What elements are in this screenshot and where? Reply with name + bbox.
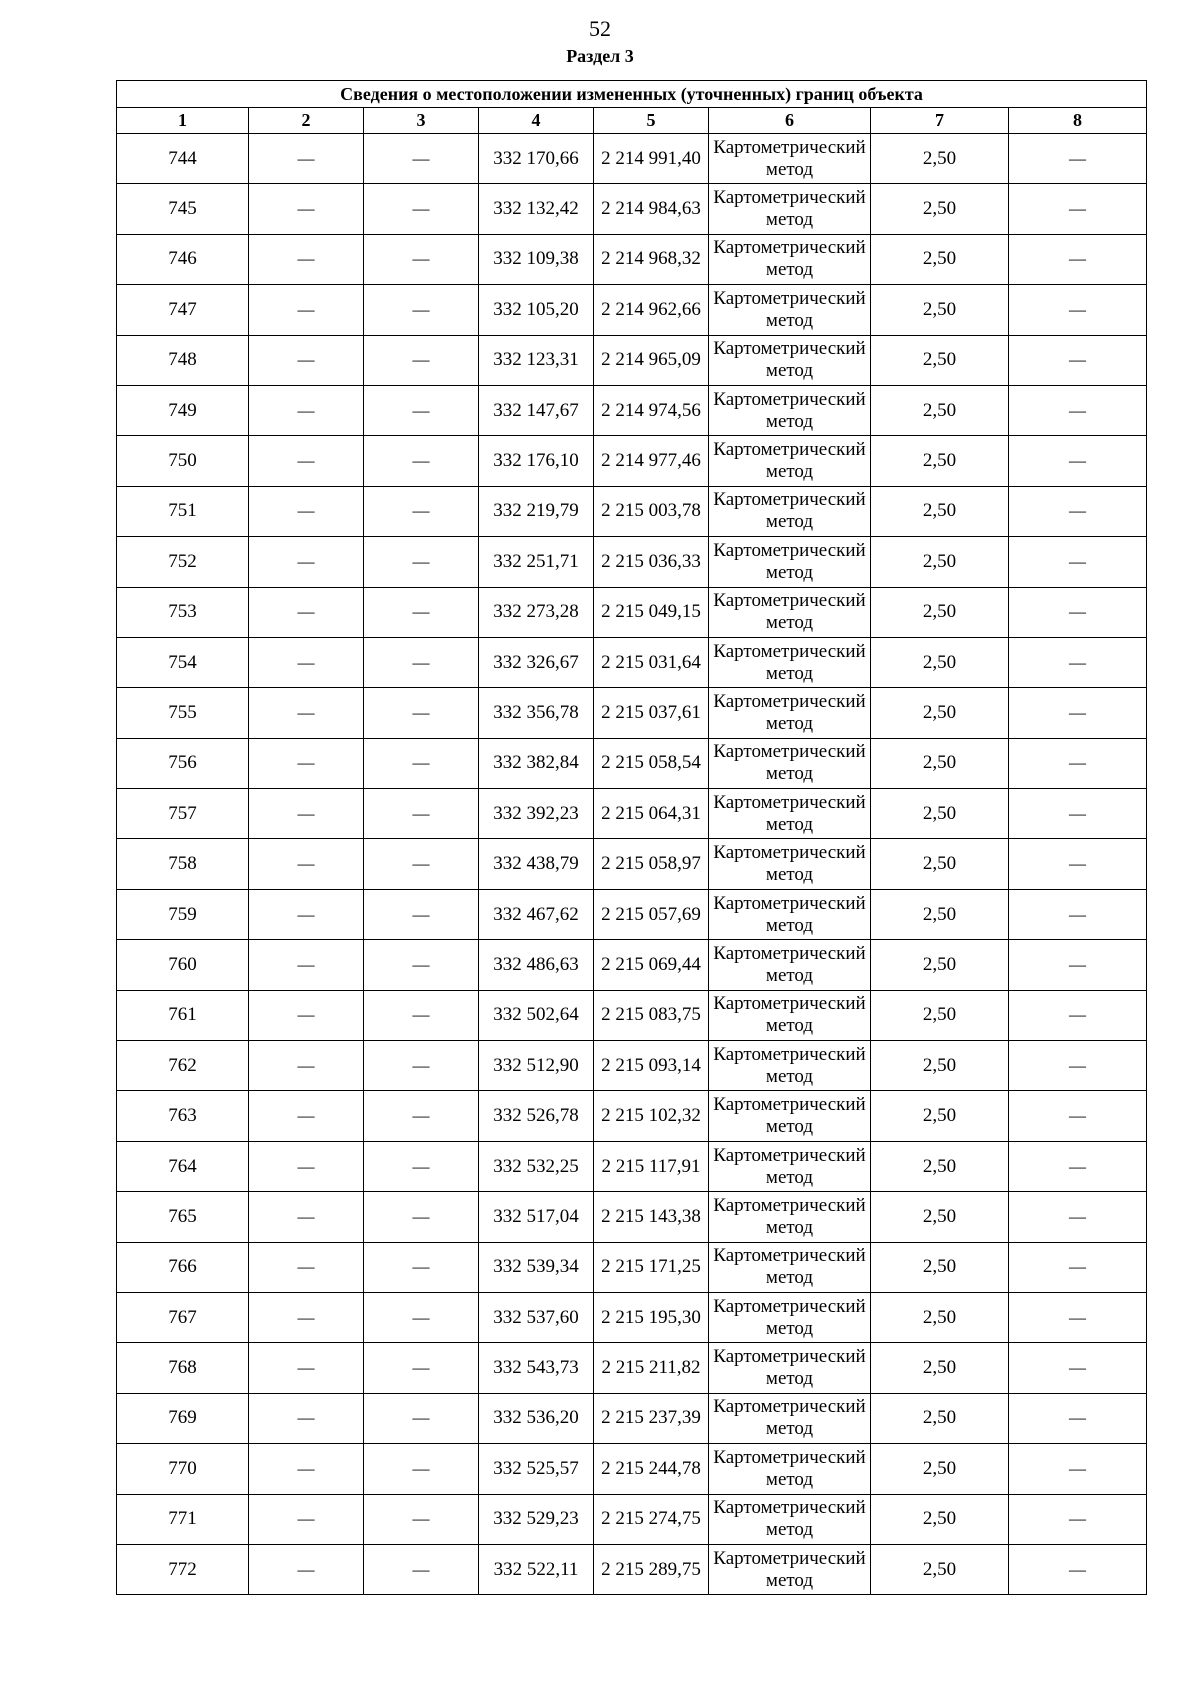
- accuracy-cell: 2,50: [871, 134, 1009, 184]
- y-coordinate-cell: 2 215 117,91: [594, 1141, 709, 1191]
- point-number-cell: 755: [117, 688, 249, 738]
- table-row: [117, 1494, 1147, 1544]
- accuracy-cell: 2,50: [871, 1444, 1009, 1494]
- point-number-cell: 753: [117, 587, 249, 637]
- column-number-5: 5: [594, 108, 709, 134]
- point-number-cell: 757: [117, 789, 249, 839]
- point-number-cell: 772: [117, 1544, 249, 1594]
- y-coordinate-cell: 2 215 064,31: [594, 789, 709, 839]
- x-coordinate-cell: 332 123,31: [479, 335, 594, 385]
- point-number-cell: 761: [117, 990, 249, 1040]
- point-number-cell: 751: [117, 486, 249, 536]
- x-coordinate-cell: 332 536,20: [479, 1393, 594, 1443]
- point-number-cell: 744: [117, 134, 249, 184]
- column-3-cell: —: [364, 335, 479, 385]
- x-coordinate-cell: 332 176,10: [479, 436, 594, 486]
- table-row: [117, 385, 1147, 435]
- table-row: [117, 1292, 1147, 1342]
- table-row: [117, 839, 1147, 889]
- x-coordinate-cell: 332 147,67: [479, 385, 594, 435]
- column-8-cell: —: [1009, 486, 1147, 536]
- method-cell: Картометрический метод: [709, 587, 871, 637]
- column-8-cell: —: [1009, 738, 1147, 788]
- point-number-cell: 758: [117, 839, 249, 889]
- accuracy-cell: 2,50: [871, 738, 1009, 788]
- column-8-cell: —: [1009, 1091, 1147, 1141]
- table-caption-row: [117, 81, 1147, 108]
- table-row: [117, 1444, 1147, 1494]
- x-coordinate-cell: 332 273,28: [479, 587, 594, 637]
- column-2-cell: —: [249, 587, 364, 637]
- column-8-cell: —: [1009, 385, 1147, 435]
- x-coordinate-cell: 332 512,90: [479, 1041, 594, 1091]
- table-row: [117, 1192, 1147, 1242]
- point-number-cell: 750: [117, 436, 249, 486]
- column-3-cell: —: [364, 839, 479, 889]
- table-row: [117, 889, 1147, 939]
- accuracy-cell: 2,50: [871, 839, 1009, 889]
- column-8-cell: —: [1009, 234, 1147, 284]
- method-cell: Картометрический метод: [709, 486, 871, 536]
- table-row: [117, 789, 1147, 839]
- method-cell: Картометрический метод: [709, 889, 871, 939]
- y-coordinate-cell: 2 215 244,78: [594, 1444, 709, 1494]
- column-8-cell: —: [1009, 1041, 1147, 1091]
- method-cell: Картометрический метод: [709, 537, 871, 587]
- column-3-cell: —: [364, 889, 479, 939]
- accuracy-cell: 2,50: [871, 537, 1009, 587]
- y-coordinate-cell: 2 215 058,54: [594, 738, 709, 788]
- column-8-cell: —: [1009, 637, 1147, 687]
- point-number-cell: 762: [117, 1041, 249, 1091]
- column-8-cell: —: [1009, 1393, 1147, 1443]
- method-cell: Картометрический метод: [709, 940, 871, 990]
- column-2-cell: —: [249, 688, 364, 738]
- column-3-cell: —: [364, 940, 479, 990]
- column-3-cell: —: [364, 789, 479, 839]
- column-8-cell: —: [1009, 940, 1147, 990]
- method-cell: Картометрический метод: [709, 1494, 871, 1544]
- accuracy-cell: 2,50: [871, 688, 1009, 738]
- x-coordinate-cell: 332 382,84: [479, 738, 594, 788]
- accuracy-cell: 2,50: [871, 940, 1009, 990]
- table-row: [117, 486, 1147, 536]
- accuracy-cell: 2,50: [871, 486, 1009, 536]
- column-3-cell: —: [364, 1444, 479, 1494]
- x-coordinate-cell: 332 543,73: [479, 1343, 594, 1393]
- x-coordinate-cell: 332 170,66: [479, 134, 594, 184]
- x-coordinate-cell: 332 109,38: [479, 234, 594, 284]
- method-cell: Картометрический метод: [709, 738, 871, 788]
- x-coordinate-cell: 332 219,79: [479, 486, 594, 536]
- column-2-cell: —: [249, 1141, 364, 1191]
- table-row: [117, 134, 1147, 184]
- column-8-cell: —: [1009, 1494, 1147, 1544]
- y-coordinate-cell: 2 215 102,32: [594, 1091, 709, 1141]
- x-coordinate-cell: 332 539,34: [479, 1242, 594, 1292]
- method-cell: Картометрический метод: [709, 637, 871, 687]
- method-cell: Картометрический метод: [709, 1444, 871, 1494]
- table-row: [117, 1343, 1147, 1393]
- column-2-cell: —: [249, 537, 364, 587]
- column-2-cell: —: [249, 1091, 364, 1141]
- y-coordinate-cell: 2 215 003,78: [594, 486, 709, 536]
- x-coordinate-cell: 332 132,42: [479, 184, 594, 234]
- column-8-cell: —: [1009, 1444, 1147, 1494]
- y-coordinate-cell: 2 215 171,25: [594, 1242, 709, 1292]
- column-2-cell: —: [249, 184, 364, 234]
- method-cell: Картометрический метод: [709, 385, 871, 435]
- x-coordinate-cell: 332 356,78: [479, 688, 594, 738]
- column-3-cell: —: [364, 134, 479, 184]
- column-8-cell: —: [1009, 1242, 1147, 1292]
- column-number-2: 2: [249, 108, 364, 134]
- x-coordinate-cell: 332 251,71: [479, 537, 594, 587]
- accuracy-cell: 2,50: [871, 1292, 1009, 1342]
- accuracy-cell: 2,50: [871, 587, 1009, 637]
- column-number-4: 4: [479, 108, 594, 134]
- column-2-cell: —: [249, 1393, 364, 1443]
- point-number-cell: 759: [117, 889, 249, 939]
- accuracy-cell: 2,50: [871, 990, 1009, 1040]
- column-3-cell: —: [364, 285, 479, 335]
- column-3-cell: —: [364, 688, 479, 738]
- column-2-cell: —: [249, 1242, 364, 1292]
- x-coordinate-cell: 332 537,60: [479, 1292, 594, 1342]
- column-3-cell: —: [364, 537, 479, 587]
- table-row: [117, 436, 1147, 486]
- accuracy-cell: 2,50: [871, 1393, 1009, 1443]
- column-3-cell: —: [364, 1041, 479, 1091]
- table-row: [117, 1041, 1147, 1091]
- column-8-cell: —: [1009, 436, 1147, 486]
- table-row: [117, 1242, 1147, 1292]
- point-number-cell: 748: [117, 335, 249, 385]
- x-coordinate-cell: 332 486,63: [479, 940, 594, 990]
- x-coordinate-cell: 332 467,62: [479, 889, 594, 939]
- column-3-cell: —: [364, 486, 479, 536]
- x-coordinate-cell: 332 517,04: [479, 1192, 594, 1242]
- accuracy-cell: 2,50: [871, 789, 1009, 839]
- point-number-cell: 760: [117, 940, 249, 990]
- x-coordinate-cell: 332 525,57: [479, 1444, 594, 1494]
- column-8-cell: —: [1009, 285, 1147, 335]
- method-cell: Картометрический метод: [709, 1544, 871, 1594]
- method-cell: Картометрический метод: [709, 839, 871, 889]
- point-number-cell: 746: [117, 234, 249, 284]
- boundary-coordinates-table: [116, 80, 1147, 1595]
- column-number-7: 7: [871, 108, 1009, 134]
- column-number-8: 8: [1009, 108, 1147, 134]
- y-coordinate-cell: 2 215 093,14: [594, 1041, 709, 1091]
- point-number-cell: 752: [117, 537, 249, 587]
- method-cell: Картометрический метод: [709, 789, 871, 839]
- column-2-cell: —: [249, 335, 364, 385]
- point-number-cell: 754: [117, 637, 249, 687]
- column-2-cell: —: [249, 889, 364, 939]
- column-2-cell: —: [249, 385, 364, 435]
- point-number-cell: 766: [117, 1242, 249, 1292]
- column-3-cell: —: [364, 587, 479, 637]
- table-row: [117, 234, 1147, 284]
- point-number-cell: 767: [117, 1292, 249, 1342]
- y-coordinate-cell: 2 215 274,75: [594, 1494, 709, 1544]
- column-3-cell: —: [364, 637, 479, 687]
- column-number-1: 1: [117, 108, 249, 134]
- method-cell: Картометрический метод: [709, 990, 871, 1040]
- point-number-cell: 765: [117, 1192, 249, 1242]
- point-number-cell: 745: [117, 184, 249, 234]
- table-row: [117, 587, 1147, 637]
- column-3-cell: —: [364, 1494, 479, 1544]
- x-coordinate-cell: 332 438,79: [479, 839, 594, 889]
- column-2-cell: —: [249, 990, 364, 1040]
- point-number-cell: 764: [117, 1141, 249, 1191]
- y-coordinate-cell: 2 215 195,30: [594, 1292, 709, 1342]
- column-8-cell: —: [1009, 1544, 1147, 1594]
- point-number-cell: 749: [117, 385, 249, 435]
- x-coordinate-cell: 332 502,64: [479, 990, 594, 1040]
- table-row: [117, 1544, 1147, 1594]
- column-2-cell: —: [249, 234, 364, 284]
- column-3-cell: —: [364, 436, 479, 486]
- column-8-cell: —: [1009, 688, 1147, 738]
- table-row: [117, 688, 1147, 738]
- x-coordinate-cell: 332 326,67: [479, 637, 594, 687]
- method-cell: Картометрический метод: [709, 688, 871, 738]
- column-3-cell: —: [364, 184, 479, 234]
- y-coordinate-cell: 2 215 237,39: [594, 1393, 709, 1443]
- accuracy-cell: 2,50: [871, 335, 1009, 385]
- column-2-cell: —: [249, 1041, 364, 1091]
- table-row: [117, 1091, 1147, 1141]
- column-number-3: 3: [364, 108, 479, 134]
- method-cell: Картометрический метод: [709, 1343, 871, 1393]
- point-number-cell: 763: [117, 1091, 249, 1141]
- column-8-cell: —: [1009, 1141, 1147, 1191]
- accuracy-cell: 2,50: [871, 1242, 1009, 1292]
- column-2-cell: —: [249, 940, 364, 990]
- y-coordinate-cell: 2 215 049,15: [594, 587, 709, 637]
- y-coordinate-cell: 2 215 058,97: [594, 839, 709, 889]
- point-number-cell: 768: [117, 1343, 249, 1393]
- y-coordinate-cell: 2 214 991,40: [594, 134, 709, 184]
- column-8-cell: —: [1009, 889, 1147, 939]
- point-number-cell: 771: [117, 1494, 249, 1544]
- y-coordinate-cell: 2 215 036,33: [594, 537, 709, 587]
- column-3-cell: —: [364, 738, 479, 788]
- section-title: Раздел 3: [566, 46, 634, 66]
- method-cell: Картометрический метод: [709, 1091, 871, 1141]
- table-body: [117, 134, 1147, 1595]
- column-3-cell: —: [364, 1292, 479, 1342]
- column-2-cell: —: [249, 738, 364, 788]
- table-row: [117, 184, 1147, 234]
- column-2-cell: —: [249, 1292, 364, 1342]
- accuracy-cell: 2,50: [871, 637, 1009, 687]
- y-coordinate-cell: 2 215 069,44: [594, 940, 709, 990]
- column-2-cell: —: [249, 134, 364, 184]
- column-8-cell: —: [1009, 184, 1147, 234]
- column-3-cell: —: [364, 234, 479, 284]
- x-coordinate-cell: 332 522,11: [479, 1544, 594, 1594]
- column-3-cell: —: [364, 1393, 479, 1443]
- accuracy-cell: 2,50: [871, 1141, 1009, 1191]
- table-row: [117, 1141, 1147, 1191]
- accuracy-cell: 2,50: [871, 385, 1009, 435]
- column-3-cell: —: [364, 1141, 479, 1191]
- column-3-cell: —: [364, 990, 479, 1040]
- page-number: 52: [589, 16, 611, 41]
- column-2-cell: —: [249, 839, 364, 889]
- method-cell: Картометрический метод: [709, 1041, 871, 1091]
- table-row: [117, 335, 1147, 385]
- x-coordinate-cell: 332 105,20: [479, 285, 594, 335]
- accuracy-cell: 2,50: [871, 234, 1009, 284]
- y-coordinate-cell: 2 215 031,64: [594, 637, 709, 687]
- method-cell: Картометрический метод: [709, 1141, 871, 1191]
- accuracy-cell: 2,50: [871, 1343, 1009, 1393]
- column-8-cell: —: [1009, 335, 1147, 385]
- table-row: [117, 637, 1147, 687]
- column-8-cell: —: [1009, 134, 1147, 184]
- method-cell: Картометрический метод: [709, 234, 871, 284]
- column-2-cell: —: [249, 1192, 364, 1242]
- column-3-cell: —: [364, 1544, 479, 1594]
- method-cell: Картометрический метод: [709, 436, 871, 486]
- point-number-cell: 756: [117, 738, 249, 788]
- column-8-cell: —: [1009, 537, 1147, 587]
- method-cell: Картометрический метод: [709, 335, 871, 385]
- point-number-cell: 770: [117, 1444, 249, 1494]
- accuracy-cell: 2,50: [871, 889, 1009, 939]
- x-coordinate-cell: 332 392,23: [479, 789, 594, 839]
- table-row: [117, 738, 1147, 788]
- x-coordinate-cell: 332 529,23: [479, 1494, 594, 1544]
- y-coordinate-cell: 2 214 968,32: [594, 234, 709, 284]
- table-caption: Сведения о местоположении измененных (уточненных) границ объекта: [117, 81, 1147, 108]
- column-3-cell: —: [364, 385, 479, 435]
- y-coordinate-cell: 2 214 977,46: [594, 436, 709, 486]
- y-coordinate-cell: 2 215 083,75: [594, 990, 709, 1040]
- column-2-cell: —: [249, 1544, 364, 1594]
- column-2-cell: —: [249, 486, 364, 536]
- method-cell: Картометрический метод: [709, 285, 871, 335]
- column-number-6: 6: [709, 108, 871, 134]
- y-coordinate-cell: 2 214 962,66: [594, 285, 709, 335]
- column-3-cell: —: [364, 1343, 479, 1393]
- method-cell: Картометрический метод: [709, 1393, 871, 1443]
- column-number-row: [117, 108, 1147, 134]
- column-2-cell: —: [249, 1343, 364, 1393]
- column-8-cell: —: [1009, 1192, 1147, 1242]
- accuracy-cell: 2,50: [871, 184, 1009, 234]
- method-cell: Картометрический метод: [709, 184, 871, 234]
- method-cell: Картометрический метод: [709, 1242, 871, 1292]
- accuracy-cell: 2,50: [871, 1091, 1009, 1141]
- accuracy-cell: 2,50: [871, 1041, 1009, 1091]
- column-8-cell: —: [1009, 789, 1147, 839]
- column-2-cell: —: [249, 1494, 364, 1544]
- column-2-cell: —: [249, 285, 364, 335]
- accuracy-cell: 2,50: [871, 1544, 1009, 1594]
- accuracy-cell: 2,50: [871, 436, 1009, 486]
- column-8-cell: —: [1009, 990, 1147, 1040]
- table-row: [117, 285, 1147, 335]
- column-8-cell: —: [1009, 1343, 1147, 1393]
- y-coordinate-cell: 2 214 965,09: [594, 335, 709, 385]
- column-3-cell: —: [364, 1192, 479, 1242]
- point-number-cell: 769: [117, 1393, 249, 1443]
- column-2-cell: —: [249, 436, 364, 486]
- x-coordinate-cell: 332 526,78: [479, 1091, 594, 1141]
- column-2-cell: —: [249, 1444, 364, 1494]
- y-coordinate-cell: 2 215 289,75: [594, 1544, 709, 1594]
- accuracy-cell: 2,50: [871, 285, 1009, 335]
- y-coordinate-cell: 2 215 143,38: [594, 1192, 709, 1242]
- column-8-cell: —: [1009, 839, 1147, 889]
- y-coordinate-cell: 2 214 984,63: [594, 184, 709, 234]
- table-row: [117, 537, 1147, 587]
- table-row: [117, 990, 1147, 1040]
- column-3-cell: —: [364, 1091, 479, 1141]
- column-3-cell: —: [364, 1242, 479, 1292]
- column-8-cell: —: [1009, 587, 1147, 637]
- table-row: [117, 1393, 1147, 1443]
- method-cell: Картометрический метод: [709, 1192, 871, 1242]
- y-coordinate-cell: 2 214 974,56: [594, 385, 709, 435]
- accuracy-cell: 2,50: [871, 1494, 1009, 1544]
- column-2-cell: —: [249, 637, 364, 687]
- column-8-cell: —: [1009, 1292, 1147, 1342]
- point-number-cell: 747: [117, 285, 249, 335]
- y-coordinate-cell: 2 215 037,61: [594, 688, 709, 738]
- x-coordinate-cell: 332 532,25: [479, 1141, 594, 1191]
- y-coordinate-cell: 2 215 211,82: [594, 1343, 709, 1393]
- y-coordinate-cell: 2 215 057,69: [594, 889, 709, 939]
- table-row: [117, 940, 1147, 990]
- method-cell: Картометрический метод: [709, 134, 871, 184]
- accuracy-cell: 2,50: [871, 1192, 1009, 1242]
- method-cell: Картометрический метод: [709, 1292, 871, 1342]
- column-2-cell: —: [249, 789, 364, 839]
